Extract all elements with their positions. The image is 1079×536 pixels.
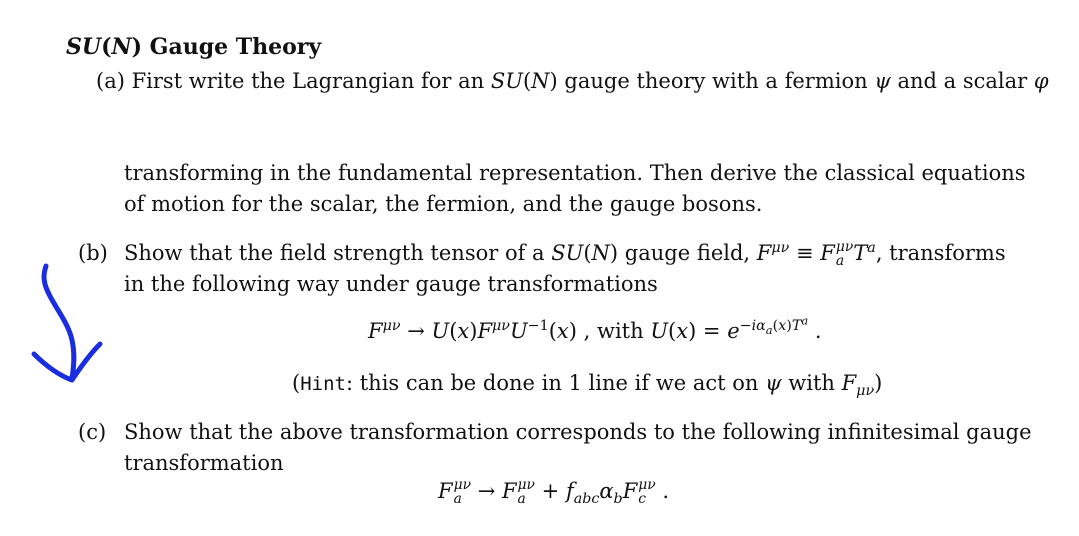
part-a-line-2: transforming in the fundamental representation. Then derive the classical equations [124, 161, 1026, 185]
part-b-line-2: in the following way under gauge transformations [124, 272, 658, 296]
part-b-hint: (Hint: this can be done in 1 line if we act on ψ with $F_{\mu\nu}$) [292, 371, 883, 400]
part-a-line-1: (a) First write the Lagrangian for an SU(N) gauge theory with a fermion ψ and a scalar φ [96, 69, 1049, 93]
hand-drawn-arrow-icon [28, 262, 118, 392]
part-b-line-1: Show that the field strength tensor of a SU(N) gauge field, $F^{\mu\nu} \equiv F$ μν a $T^a$, transforms [124, 238, 1006, 269]
part-c-line-2: transformation [124, 451, 284, 475]
part-a-line-3: of motion for the scalar, the fermion, and the gauge bosons. [124, 192, 763, 216]
section-title: SU(N) Gauge Theory [66, 34, 322, 60]
part-c-equation: F μν a → F μν a + $f_{abc}\alpha_bF$ μν c . [438, 476, 670, 508]
part-c-label: (c) [78, 420, 107, 444]
part-a-label: (a) [96, 69, 125, 93]
hint-keyword: Hint [300, 373, 346, 395]
part-b-label: (b) [78, 241, 108, 265]
part-c-line-1: Show that the above transformation corresponds to the following infinitesimal gauge [124, 420, 1032, 444]
part-b-equation: $F^{\mu\nu} \to U(x)F^{\mu\nu}U^{-1}(x)$ , with $U(x) = e^{-i\alpha_a(x)T^a}$ . [368, 313, 822, 343]
